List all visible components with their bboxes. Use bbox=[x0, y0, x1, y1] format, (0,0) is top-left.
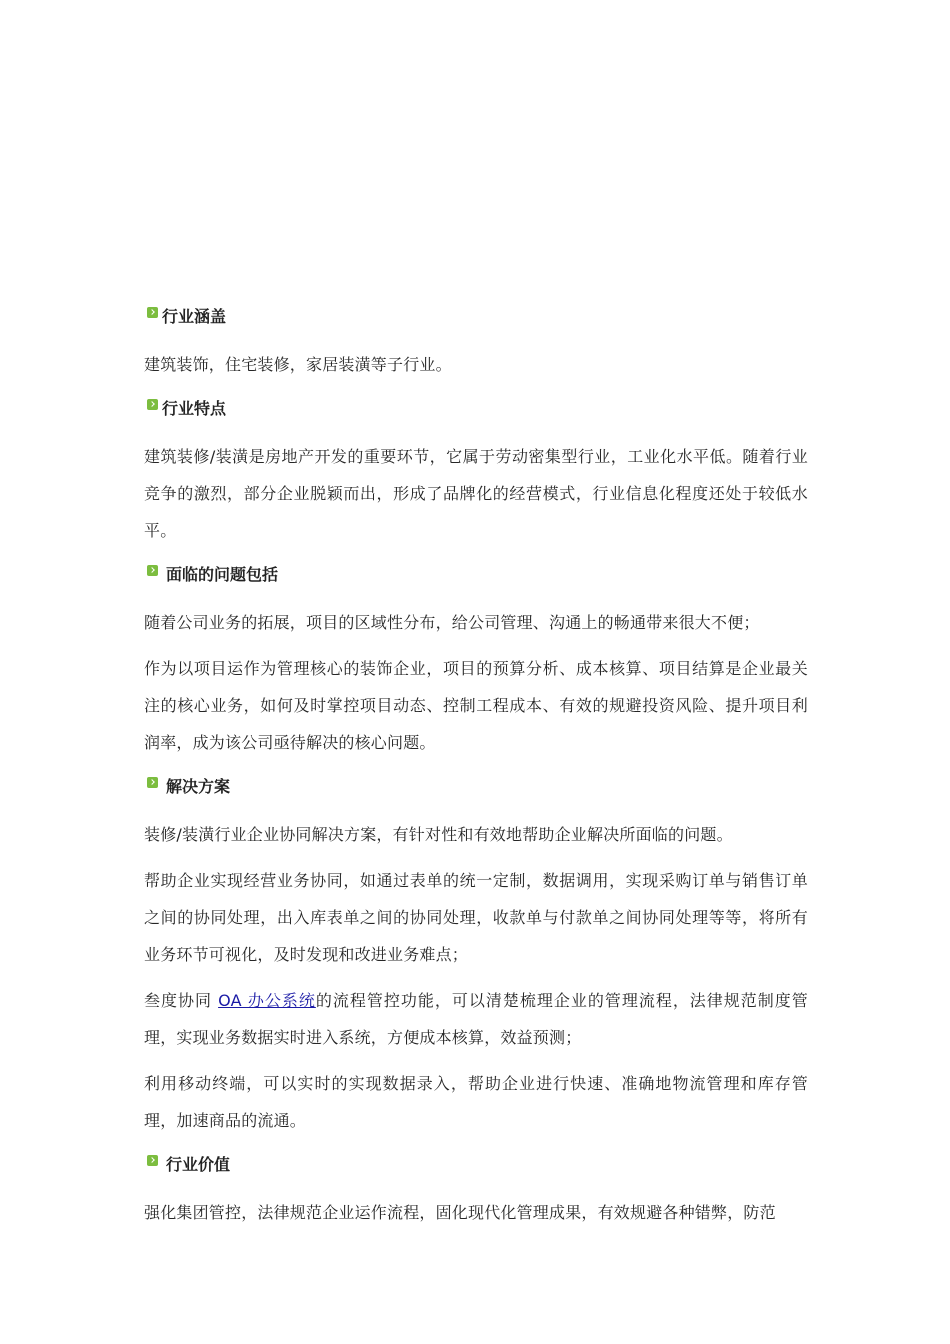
paragraph: 装修/装潢行业企业协同解决方案，有针对性和有效地帮助企业解决所面临的问题。 bbox=[144, 825, 733, 844]
section-heading-coverage bbox=[144, 300, 808, 330]
section-heading-features bbox=[144, 392, 808, 422]
heading-label: 面临的问题包括 bbox=[166, 564, 279, 584]
heading-label: 行业特点 bbox=[162, 398, 227, 418]
paragraph: 随着公司业务的拓展，项目的区域性分布，给公司管理、沟通上的畅通带来很大不便； bbox=[144, 613, 760, 632]
heading-label: 解决方案 bbox=[166, 776, 231, 796]
paragraph-with-link bbox=[144, 982, 808, 1056]
arrow-bullet-icon bbox=[147, 307, 158, 318]
link-paragraph-before: 叁度协同 bbox=[144, 991, 219, 1010]
heading-label: 行业涵盖 bbox=[162, 306, 227, 326]
heading-label: 行业价值 bbox=[166, 1154, 231, 1174]
paragraph: 帮助企业实现经营业务协同，如通过表单的统一定制，数据调用，实现采购订单与销售订单之间的协同处理，出入库表单之间的协同处理，收款单与付款单之间协同处理等等，将所有业务环节可视化，及时发现和改进业务难点； bbox=[144, 871, 808, 964]
oa-system-link[interactable]: OA 办公系统 bbox=[218, 991, 316, 1010]
paragraph: 建筑装饰，住宅装修，家居装潢等子行业。 bbox=[144, 355, 452, 374]
arrow-bullet-icon bbox=[147, 777, 158, 788]
section-heading-problems bbox=[144, 558, 808, 588]
arrow-bullet-icon bbox=[147, 1155, 158, 1166]
link-paragraph-after: 的流程管控功能，可以清楚梳理企业的管理流程，法律规范制度管理，实现业务数据实时进入系统，方便成本核算，效益预测； bbox=[144, 991, 809, 1047]
arrow-bullet-icon bbox=[147, 399, 158, 410]
document-body bbox=[144, 300, 808, 1240]
section-heading-solution bbox=[144, 770, 808, 800]
paragraph: 建筑装修/装潢是房地产开发的重要环节，它属于劳动密集型行业，工业化水平低。随着行业竞争的激烈，部分企业脱颖而出，形成了品牌化的经营模式，行业信息化程度还处于较低水平。 bbox=[144, 447, 808, 540]
section-heading-value bbox=[144, 1148, 808, 1178]
paragraph: 强化集团管控，法律规范企业运作流程，固化现代化管理成果，有效规避各种错弊，防范 bbox=[144, 1203, 776, 1222]
paragraph: 利用移动终端，可以实时的实现数据录入，帮助企业进行快速、准确地物流管理和库存管理，加速商品的流通。 bbox=[144, 1074, 808, 1130]
arrow-bullet-icon bbox=[147, 565, 158, 576]
paragraph: 作为以项目运作为管理核心的装饰企业，项目的预算分析、成本核算、项目结算是企业最关注的核心业务，如何及时掌控项目动态、控制工程成本、有效的规避投资风险、提升项目利润率，成为该公司亟待解决的核心问题。 bbox=[144, 659, 808, 752]
